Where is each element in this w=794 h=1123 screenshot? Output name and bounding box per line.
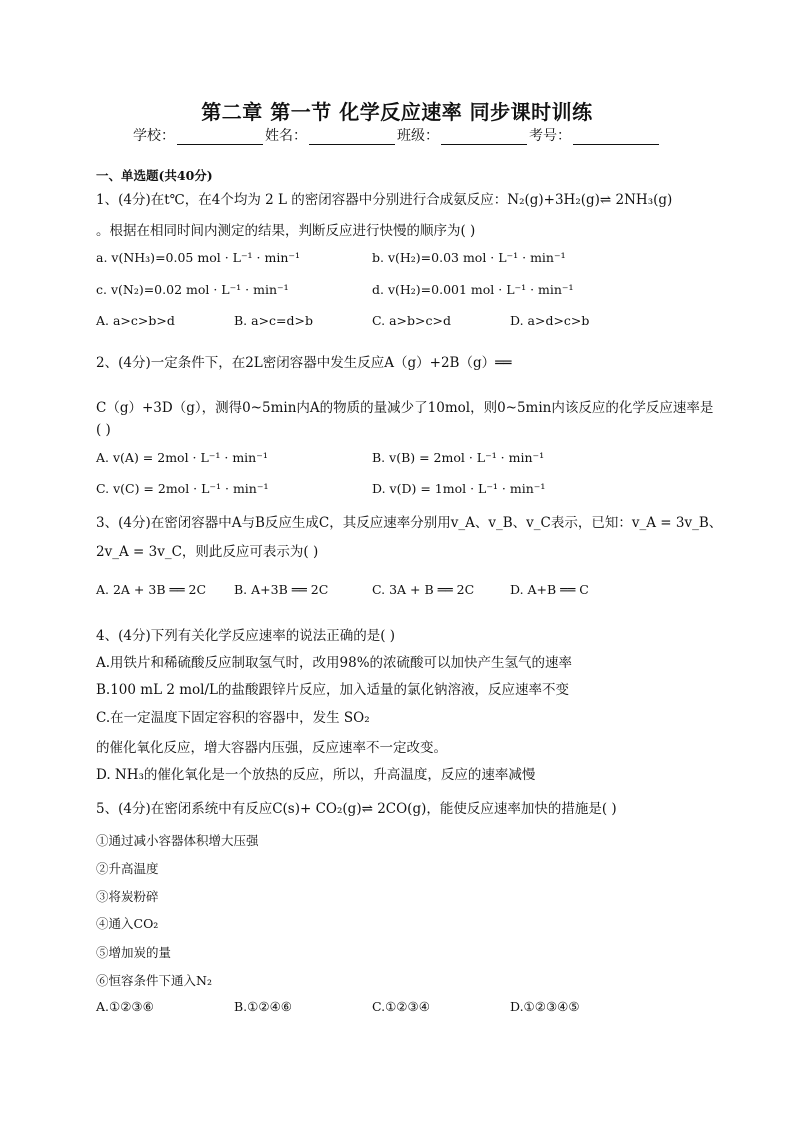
q4-stem: 4、(4分)下列有关化学反应速率的说法正确的是( ) <box>96 628 396 644</box>
q5-option-c[interactable]: C.①②③④ <box>372 999 430 1014</box>
q1-option-a[interactable]: A. a>c>b>d <box>96 313 175 328</box>
q3-stem-line2: 2v_A = 3v_C，则此反应可表示为( ) <box>96 544 319 560</box>
name-blank[interactable] <box>309 130 395 145</box>
q4-option-c-line1[interactable]: C.在一定温度下固定容积的容器中，发生 SO₂ <box>96 710 370 726</box>
q3-option-c[interactable]: C. 3A + B ══ 2C <box>372 582 475 597</box>
q5-option-a[interactable]: A.①②③⑥ <box>96 999 154 1014</box>
q1-stem-line2: 。根据在相同时间内测定的结果，判断反应进行快慢的顺序为( ) <box>96 223 476 239</box>
student-info-row <box>0 125 794 145</box>
page-title: 第二章 第一节 化学反应速率 同步课时训练 <box>201 100 593 124</box>
q5-option-d[interactable]: D.①②③④⑤ <box>510 999 580 1014</box>
q3-option-b[interactable]: B. A+3B ══ 2C <box>234 582 329 597</box>
q1-item-a: a. v(NH₃)=0.05 mol · L⁻¹ · min⁻¹ <box>96 250 300 265</box>
school-label: 学校： <box>133 128 175 144</box>
q1-stem-line1: 1、(4分)在t℃，在4个均为 2 L 的密闭容器中分别进行合成氨反应：N₂(g)+3H₂(g)⇌ 2NH₃(g) <box>96 192 673 208</box>
q5-item-6: ⑥恒容条件下通入N₂ <box>96 973 212 988</box>
q4-option-d[interactable]: D. NH₃的催化氧化是一个放热的反应，所以，升高温度，反应的速率减慢 <box>96 767 536 783</box>
exam-no-label: 考号： <box>529 128 571 144</box>
q5-stem: 5、(4分)在密闭系统中有反应C(s)+ CO₂(g)⇌ 2CO(g)，能使反应速率加快的措施是( ) <box>96 801 617 817</box>
q2-option-d[interactable]: D. v(D) = 1mol · L⁻¹ · min⁻¹ <box>372 481 546 496</box>
q2-option-b[interactable]: B. v(B) = 2mol · L⁻¹ · min⁻¹ <box>372 450 545 465</box>
q2-stem-line1: 2、(4分)一定条件下，在2L密闭容器中发生反应A（g）+2B（g）══ <box>96 355 512 371</box>
q1-option-b[interactable]: B. a>c=d>b <box>234 313 314 328</box>
q5-item-5: ⑤增加炭的量 <box>96 945 172 960</box>
q3-stem-line1: 3、(4分)在密闭容器中A与B反应生成C，其反应速率分别用v_A、v_B、v_C表示，已知：v_A = 3v_B、 <box>96 515 723 531</box>
q3-option-d[interactable]: D. A+B ══ C <box>510 582 589 597</box>
q2-stem-line2: C（g）+3D（g），测得0~5min内A的物质的量减少了10mol，则0~5min内该反应的化学反应速率是 <box>96 400 714 416</box>
q5-item-1: ①通过减小容器体积增大压强 <box>96 833 259 848</box>
q5-item-4: ④通入CO₂ <box>96 916 159 931</box>
q1-option-d[interactable]: D. a>d>c>b <box>510 313 590 328</box>
q1-item-b: b. v(H₂)=0.03 mol · L⁻¹ · min⁻¹ <box>372 250 566 265</box>
class-label: 班级： <box>397 128 439 144</box>
q5-option-b[interactable]: B.①②④⑥ <box>234 999 292 1014</box>
q3-option-a[interactable]: A. 2A + 3B ══ 2C <box>96 582 207 597</box>
q4-option-c-line2: 的催化氧化反应，增大容器内压强，反应速率不一定改变。 <box>96 740 447 756</box>
exam-no-blank[interactable] <box>573 130 659 145</box>
class-blank[interactable] <box>441 130 527 145</box>
q1-item-c: c. v(N₂)=0.02 mol · L⁻¹ · min⁻¹ <box>96 282 289 297</box>
q4-option-a[interactable]: A.用铁片和稀硫酸反应制取氢气时，改用98%的浓硫酸可以加快产生氢气的速率 <box>96 655 573 671</box>
q5-item-3: ③将炭粉碎 <box>96 889 159 904</box>
q1-option-c[interactable]: C. a>b>c>d <box>372 313 451 328</box>
q5-item-2: ②升高温度 <box>96 861 159 876</box>
section-heading: 一、单选题(共40分) <box>96 168 213 183</box>
q4-option-b[interactable]: B.100 mL 2 mol/L的盐酸跟锌片反应，加入适量的氯化钠溶液，反应速率不变 <box>96 682 569 698</box>
q2-stem-line3: ( ) <box>96 422 111 438</box>
school-blank[interactable] <box>177 130 263 145</box>
q2-option-c[interactable]: C. v(C) = 2mol · L⁻¹ · min⁻¹ <box>96 481 269 496</box>
q2-option-a[interactable]: A. v(A) = 2mol · L⁻¹ · min⁻¹ <box>96 450 268 465</box>
q1-item-d: d. v(H₂)=0.001 mol · L⁻¹ · min⁻¹ <box>372 282 574 297</box>
name-label: 姓名： <box>265 128 307 144</box>
